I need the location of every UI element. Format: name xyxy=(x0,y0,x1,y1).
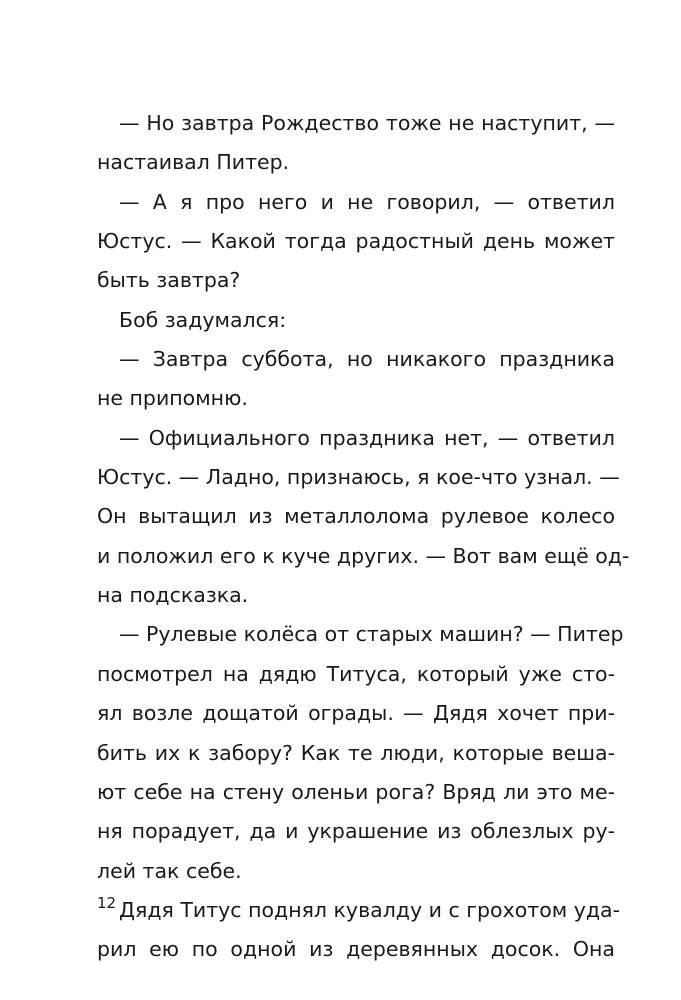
text-line: Он вытащил из металлолома рулевое колесо xyxy=(97,504,615,529)
text-line: на подсказка. xyxy=(97,583,249,608)
text-line: и положил его к куче других. — Вот вам ещё од- xyxy=(97,543,630,568)
text-line: Юстус. — Какой тогда радостный день может xyxy=(97,229,615,254)
text-line: рил ею по одной из деревянных досок. Она xyxy=(97,937,615,962)
text-line: — Но завтра Рождество тоже не наступит, — xyxy=(119,111,615,135)
text-line: лей так себе. xyxy=(97,858,242,883)
text-line: настаивал Питер. xyxy=(97,150,290,175)
text-line: не припомню. xyxy=(97,386,248,411)
text-line: ня порадует, да и украшение из облезлых ру- xyxy=(97,819,615,844)
page-number: 12 xyxy=(97,894,117,912)
text-line: посмотрел на дядю Титуса, который уже сто- xyxy=(97,661,615,686)
text-line: — Официального праздника нет, — ответил xyxy=(119,425,615,450)
text-line: быть завтра? xyxy=(97,268,241,293)
text-line: ял возле дощатой ограды. — Дядя хочет при- xyxy=(97,701,615,726)
text-line: Боб задумался: xyxy=(119,307,287,332)
text-line: ют себе на стену оленьи рога? Вряд ли это ме- xyxy=(97,779,615,804)
text-line: — Завтра суббота, но никакого праздника xyxy=(119,347,615,372)
text-line: бить их к забору? Как те люди, которые веша- xyxy=(97,740,615,765)
body-text xyxy=(97,104,630,970)
text-line: Дядя Титус поднял кувалду и с грохотом уда- xyxy=(119,897,620,922)
text-line: — А я про него и не говорил, — ответил xyxy=(119,189,615,214)
text-line: — Рулевые колёса от старых машин? — Питер xyxy=(119,622,624,647)
text-line: Юстус. — Ладно, признаюсь, я кое-что узнал. — xyxy=(97,465,620,490)
